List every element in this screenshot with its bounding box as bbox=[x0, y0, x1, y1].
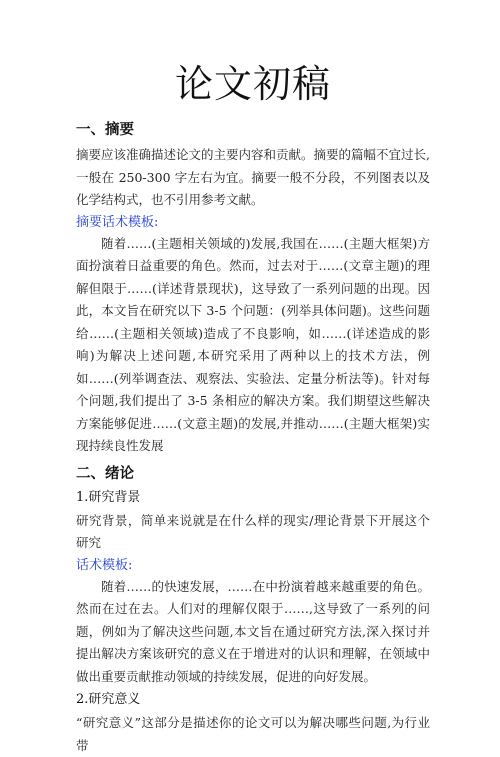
abstract-template-paragraph: 随着……(主题相关领域的)发展,我国在……(主题大框架)方面扮演着日益重要的角色。然而，过去对于……(文章主题)的理解但限于……(详述背景现状)，这导致了一系列问题的出现。因此，本文旨在研究以下 3-5 个问题：(列举具体问题)。这些问题给……(主题相关领域)造成了不良影响，如……(详述造成的影响)为解决上述问题,本研究采用了两种以上的技术方法，例如……(列举调查法、观察法、实验法、定量分析法等)。针对每个问题,我们提出了 3-5 条相应的解决方案。我们期望这些解决方案能够促进……(文意主题)的发展,并推动……(主题大框架)实现持续良性发展 bbox=[76, 233, 430, 458]
subsection-heading-background: 1.研究背景 bbox=[76, 488, 430, 508]
section-abstract bbox=[76, 120, 430, 458]
section-heading-abstract: 一、摘要 bbox=[76, 120, 430, 140]
document-title: 论文初稿 bbox=[76, 62, 430, 106]
abstract-template-label-text: 摘要话术模板 bbox=[76, 215, 154, 230]
background-template-label: 话术模板: bbox=[76, 555, 430, 576]
section-heading-introduction: 二、绪论 bbox=[76, 464, 430, 484]
background-intro-paragraph: 研究背景，简单来说就是在什么样的现实/理论背景下开展这个研究 bbox=[76, 510, 430, 555]
section-introduction bbox=[76, 464, 430, 757]
subsection-heading-significance: 2.研究意义 bbox=[76, 690, 430, 710]
significance-intro-paragraph: “研究意义”这部分是描述你的论文可以为解决哪些问题,为行业带 bbox=[76, 712, 430, 757]
background-template-paragraph: 随着……的快速发展，……在中扮演着越来越重要的角色。然而在过在去。人们对的理解仅限于……,这导致了一系列的问题，例如为了解决这些问题,本文旨在通过研究方法,深入探讨并提出解决方案该研究的意义在于增进对的认识和理解，在领域中做出重要贡献推动领域的持续发展，促进的向好发展。 bbox=[76, 576, 430, 689]
abstract-intro-paragraph: 摘要应该准确描述论文的主要内容和贡献。摘要的篇幅不宜过长,一般在 250-300 字左右为宜。摘要一般不分段，不列图表以及化学结构式，也不引用参考文献。 bbox=[76, 144, 430, 212]
abstract-template-label bbox=[76, 212, 430, 233]
abstract-template-label-colon: : bbox=[154, 215, 158, 230]
